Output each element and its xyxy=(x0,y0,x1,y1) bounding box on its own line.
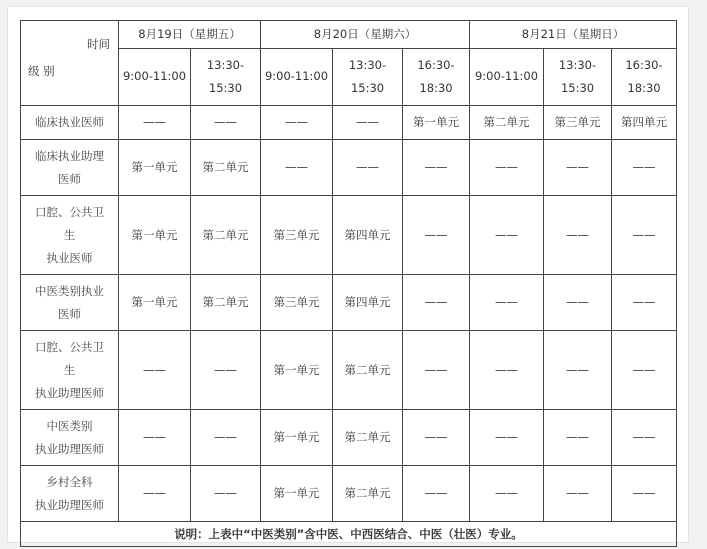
table-row xyxy=(21,466,677,522)
header-corner xyxy=(21,21,119,106)
schedule-cell: —— xyxy=(403,275,470,331)
schedule-cell: —— xyxy=(544,466,612,522)
time-slot: 13:30- 15:30 xyxy=(333,48,403,105)
time-slot: 16:30- 18:30 xyxy=(612,48,677,105)
schedule-cell: 第一单元 xyxy=(119,275,191,331)
schedule-cell: 第一单元 xyxy=(119,140,191,196)
day-header: 8月21日（星期日） xyxy=(470,21,677,49)
note-row xyxy=(21,522,677,547)
day-header: 8月20日（星期六） xyxy=(261,21,470,49)
table-row xyxy=(21,410,677,466)
schedule-cell: 第二单元 xyxy=(191,196,261,275)
schedule-cell: 第四单元 xyxy=(333,196,403,275)
level-label: 级 别 xyxy=(28,64,55,78)
schedule-cell: —— xyxy=(612,140,677,196)
schedule-cell: —— xyxy=(403,410,470,466)
schedule-cell: 第一单元 xyxy=(261,466,333,522)
time-slot: 13:30- 15:30 xyxy=(544,48,612,105)
schedule-cell: 第一单元 xyxy=(261,410,333,466)
level-cell: 乡村全科 执业助理医师 xyxy=(21,466,119,522)
schedule-cell: 第二单元 xyxy=(333,331,403,410)
schedule-cell: —— xyxy=(191,466,261,522)
header-row-days xyxy=(21,21,677,49)
schedule-cell: —— xyxy=(544,410,612,466)
schedule-cell: —— xyxy=(470,140,544,196)
schedule-cell: 第二单元 xyxy=(191,140,261,196)
schedule-cell: —— xyxy=(119,106,191,140)
schedule-cell: —— xyxy=(470,331,544,410)
schedule-cell: —— xyxy=(470,275,544,331)
header-row-slots xyxy=(21,48,677,105)
time-slot: 9:00-11:00 xyxy=(470,48,544,105)
schedule-cell: —— xyxy=(612,196,677,275)
document-page xyxy=(7,6,689,543)
table-row xyxy=(21,331,677,410)
schedule-cell: 第二单元 xyxy=(191,275,261,331)
level-cell: 口腔、公共卫 生 执业助理医师 xyxy=(21,331,119,410)
schedule-cell: —— xyxy=(612,466,677,522)
level-cell: 中医类别执业 医师 xyxy=(21,275,119,331)
schedule-cell: —— xyxy=(261,106,333,140)
level-cell: 临床执业助理 医师 xyxy=(21,140,119,196)
schedule-cell: —— xyxy=(119,466,191,522)
schedule-cell: 第四单元 xyxy=(612,106,677,140)
time-slot: 16:30- 18:30 xyxy=(403,48,470,105)
schedule-cell: —— xyxy=(403,140,470,196)
table-row xyxy=(21,275,677,331)
level-cell: 口腔、公共卫 生 执业医师 xyxy=(21,196,119,275)
schedule-cell: —— xyxy=(191,410,261,466)
schedule-cell: —— xyxy=(612,275,677,331)
schedule-cell: —— xyxy=(403,466,470,522)
level-cell: 临床执业医师 xyxy=(21,106,119,140)
schedule-cell: 第一单元 xyxy=(403,106,470,140)
schedule-cell: 第二单元 xyxy=(470,106,544,140)
table-row xyxy=(21,106,677,140)
schedule-cell: 第一单元 xyxy=(261,331,333,410)
time-slot: 9:00-11:00 xyxy=(119,48,191,105)
schedule-cell: —— xyxy=(333,106,403,140)
table-row xyxy=(21,196,677,275)
schedule-cell: —— xyxy=(403,331,470,410)
schedule-cell: 第三单元 xyxy=(544,106,612,140)
schedule-cell: 第四单元 xyxy=(333,275,403,331)
schedule-cell: —— xyxy=(191,106,261,140)
schedule-cell: 第一单元 xyxy=(119,196,191,275)
schedule-cell: —— xyxy=(119,331,191,410)
level-cell: 中医类别 执业助理医师 xyxy=(21,410,119,466)
schedule-cell: —— xyxy=(544,275,612,331)
schedule-cell: —— xyxy=(403,196,470,275)
schedule-cell: —— xyxy=(544,140,612,196)
day-header: 8月19日（星期五） xyxy=(119,21,261,49)
time-label: 时间 xyxy=(87,37,110,51)
schedule-cell: 第三单元 xyxy=(261,275,333,331)
schedule-cell: —— xyxy=(261,140,333,196)
schedule-cell: 第二单元 xyxy=(333,410,403,466)
schedule-cell: —— xyxy=(612,410,677,466)
table-note: 说明：上表中“中医类别”含中医、中西医结合、中医（壮医）专业。 xyxy=(21,522,677,547)
schedule-cell: 第三单元 xyxy=(261,196,333,275)
schedule-cell: —— xyxy=(333,140,403,196)
time-slot: 13:30- 15:30 xyxy=(191,48,261,105)
schedule-cell: —— xyxy=(544,196,612,275)
exam-schedule-table xyxy=(20,20,677,547)
table-row xyxy=(21,140,677,196)
schedule-cell: 第二单元 xyxy=(333,466,403,522)
schedule-cell: —— xyxy=(612,331,677,410)
time-slot: 9:00-11:00 xyxy=(261,48,333,105)
schedule-cell: —— xyxy=(119,410,191,466)
schedule-cell: —— xyxy=(191,331,261,410)
schedule-cell: —— xyxy=(544,331,612,410)
schedule-cell: —— xyxy=(470,196,544,275)
schedule-cell: —— xyxy=(470,466,544,522)
schedule-cell: —— xyxy=(470,410,544,466)
